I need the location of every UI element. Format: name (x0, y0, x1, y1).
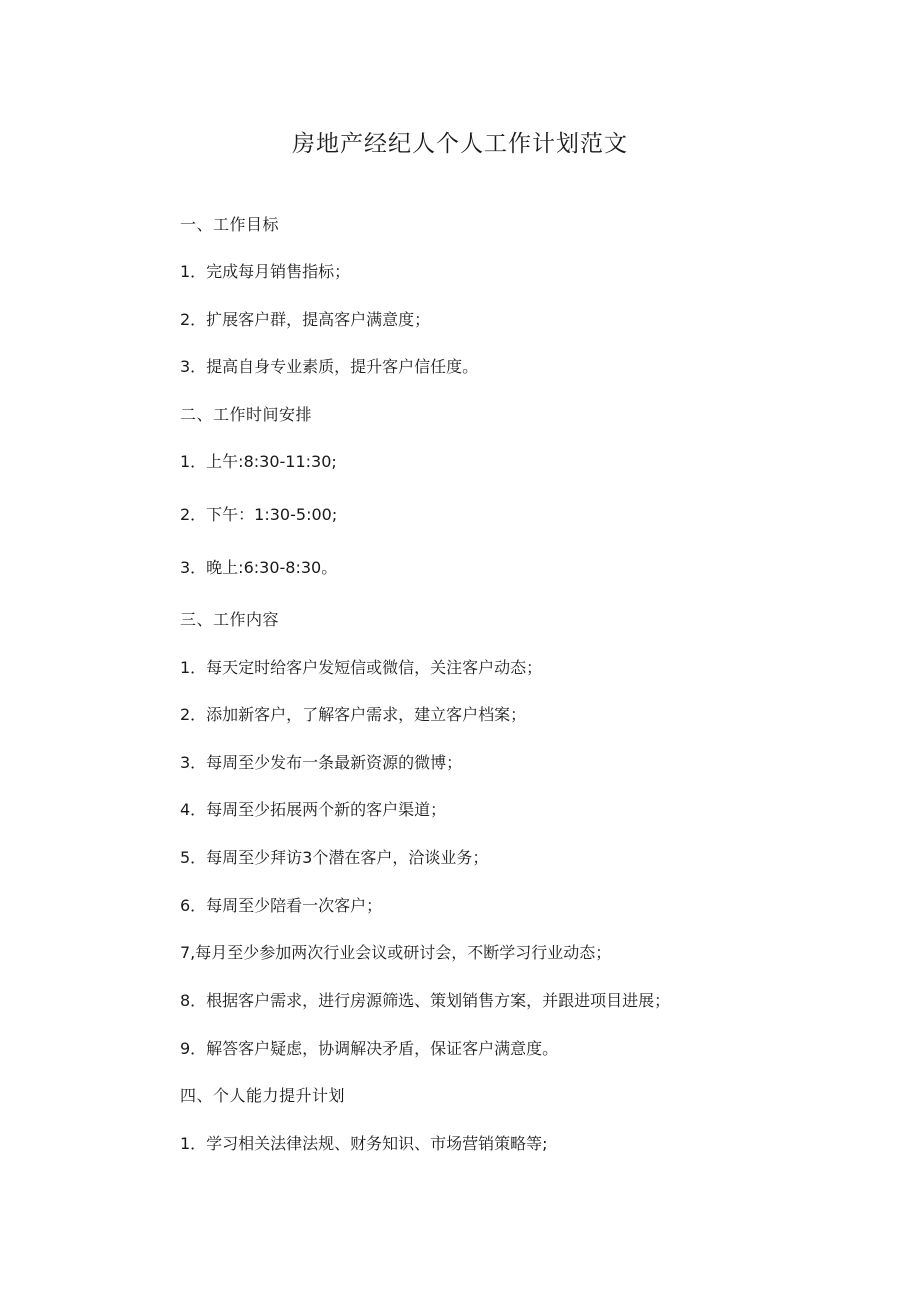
list-item: 4．每周至少拓展两个新的客户渠道； (180, 800, 447, 819)
list-item: 6．每周至少陪看一次客户； (180, 896, 383, 915)
list-item: 2．扩展客户群，提高客户满意度； (180, 310, 431, 329)
list-item: 2．下午：1:30-5:00; (180, 505, 338, 524)
list-item: 5．每周至少拜访3个潜在客户，洽谈业务； (180, 848, 489, 867)
list-item: 1．每天定时给客户发短信或微信，关注客户动态； (180, 658, 543, 677)
document-title: 房地产经纪人个人工作计划范文 (292, 131, 628, 157)
section-heading-content: 三、工作内容 (180, 610, 280, 629)
list-item: 3．每周至少发布一条最新资源的微博； (180, 753, 463, 772)
list-item: 9．解答客户疑虑，协调解决矛盾，保证客户满意度。 (180, 1039, 559, 1058)
list-item: 8．根据客户需求，进行房源筛选、策划销售方案，并跟进项目进展； (180, 991, 671, 1010)
section-heading-goals: 一、工作目标 (180, 215, 280, 234)
list-item: 3．提高自身专业素质，提升客户信任度。 (180, 357, 479, 376)
list-item: 7,每月至少参加两次行业会议或研讨会，不断学习行业动态； (180, 943, 612, 962)
section-heading-schedule: 二、工作时间安排 (180, 405, 313, 424)
list-item: 1．学习相关法律法规、财务知识、市场营销策略等; (180, 1134, 548, 1153)
list-item: 1．完成每月销售指标； (180, 262, 351, 281)
list-item: 2．添加新客户，了解客户需求，建立客户档案； (180, 705, 527, 724)
list-item: 3．晚上:6:30-8:30。 (180, 558, 338, 577)
list-item: 1．上午:8:30-11:30; (180, 452, 337, 471)
section-heading-self-improvement: 四、个人能力提升计划 (180, 1086, 346, 1105)
